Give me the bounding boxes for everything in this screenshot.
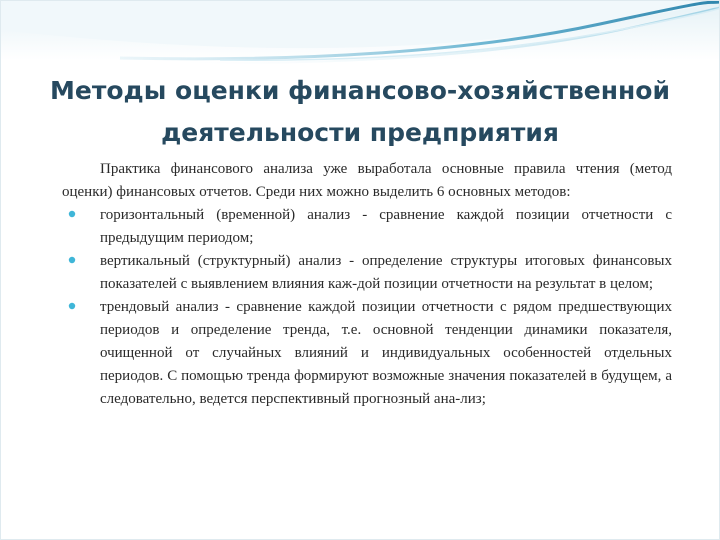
title-line-2: деятельности предприятия [161, 118, 559, 147]
list-item-text: горизонтальный (временной) анализ - сравнение каждой позиции отчетности с предыдущим периодом; [100, 207, 672, 246]
slide-body [62, 158, 672, 411]
list-item-text: трендовый анализ - сравнение каждой позиции отчетности с рядом предшествующих периодов и определение тренда, т.е. основной тенденции динамики показателя, очищенной от случайных влияний и индивидуальных особенностей отдельных периодов. С помощью тренда формируют возможные значения показателей в будущем, а следовательно, ведется перспективный прогнозный ана-лиз; [100, 299, 672, 407]
list-item-text: вертикальный (структурный) анализ - определение структуры итоговых финансовых показателей с выявлением влияния каж-дой позиции отчетности на результат в целом; [100, 253, 672, 292]
methods-list [62, 204, 672, 411]
bullet-dot-icon [65, 299, 79, 313]
list-item [62, 204, 672, 250]
bullet-dot-icon [65, 207, 79, 221]
title-line-1: Методы оценки финансово-хозяйственной [50, 76, 670, 105]
bullet-dot-icon [65, 253, 79, 267]
list-item [62, 250, 672, 296]
list-item [62, 296, 672, 411]
slide-title [0, 70, 720, 154]
intro-paragraph: Практика финансового анализа уже выработала основные правила чтения (метод оценки) финансовых отчетов. Среди них можно выделить 6 основных методов: [62, 161, 672, 200]
